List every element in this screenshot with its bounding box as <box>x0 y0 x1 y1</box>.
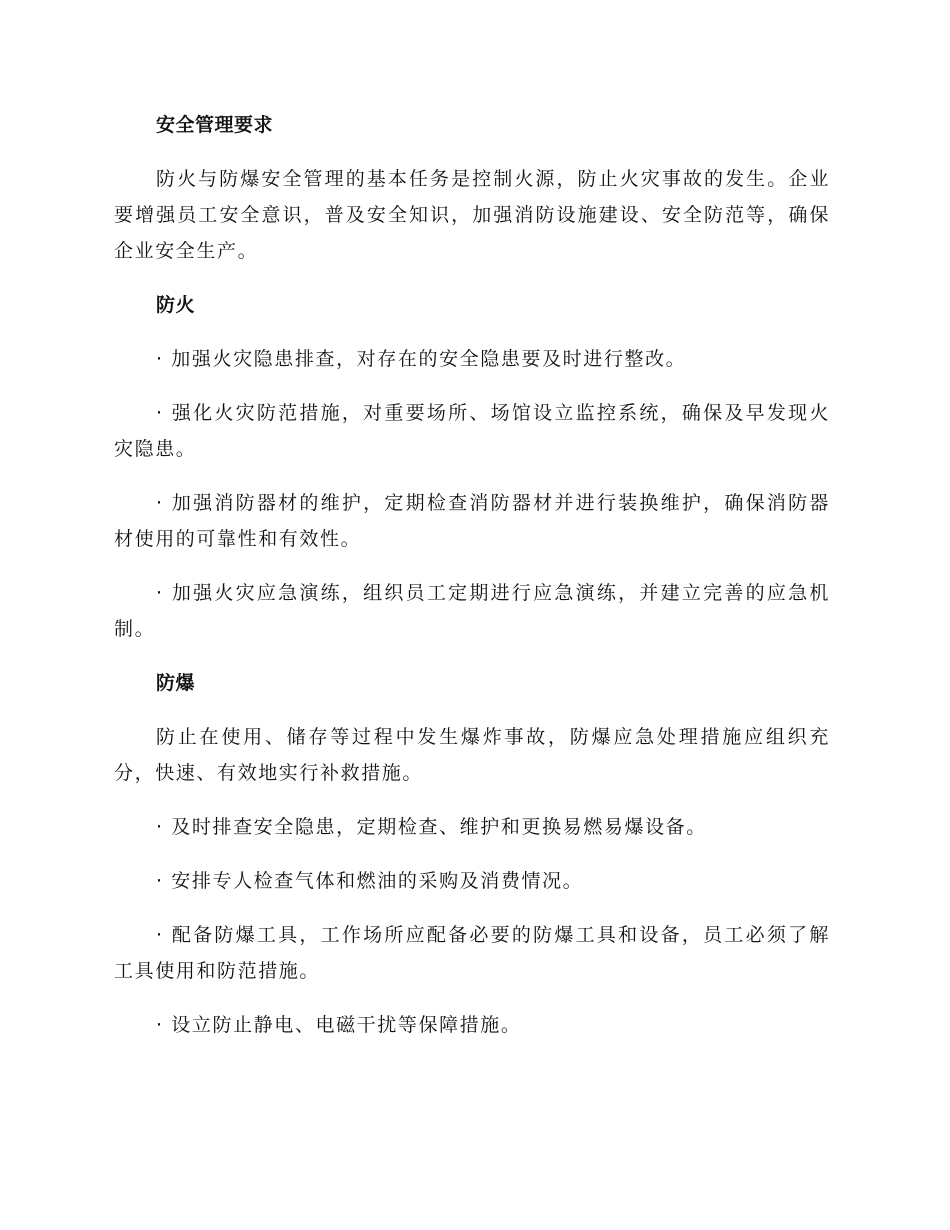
list-item-explosion-3: · 配备防爆工具，工作场所应配备必要的防爆工具和设备，员工必须了解工具使用和防范措施。 <box>114 924 830 982</box>
list-item-fire-1: · 加强火灾隐患排查，对存在的安全隐患要及时进行整改。 <box>156 348 687 370</box>
list-item-fire-3: · 加强消防器材的维护，定期检查消防器材并进行装换维护，确保消防器材使用的可靠性和有效性。 <box>114 492 830 550</box>
section-heading-safety-requirements: 安全管理要求 <box>156 114 274 136</box>
list-item-explosion-2: · 安排专人检查气体和燃油的采购及消费情况。 <box>156 870 584 892</box>
section-heading-fire-prevention: 防火 <box>156 294 196 316</box>
section-heading-explosion-prevention: 防爆 <box>156 672 196 694</box>
list-item-fire-2: · 强化火灾防范措施，对重要场所、场馆设立监控系统，确保及早发现火灾隐患。 <box>114 402 830 460</box>
list-item-explosion-1: · 及时排查安全隐患，定期检查、维护和更换易燃易爆设备。 <box>156 816 707 838</box>
paragraph-explosion-intro: 防止在使用、储存等过程中发生爆炸事故，防爆应急处理措施应组织充分，快速、有效地实行补救措施。 <box>114 726 830 784</box>
paragraph-intro: 防火与防爆安全管理的基本任务是控制火源，防止火灾事故的发生。企业要增强员工安全意识，普及安全知识，加强消防设施建设、安全防范等，确保企业安全生产。 <box>114 168 830 262</box>
document-body <box>114 107 830 1061</box>
list-item-explosion-4: · 设立防止静电、电磁干扰等保障措施。 <box>156 1014 522 1036</box>
list-item-fire-4: · 加强火灾应急演练，组织员工定期进行应急演练，并建立完善的应急机制。 <box>114 582 830 640</box>
